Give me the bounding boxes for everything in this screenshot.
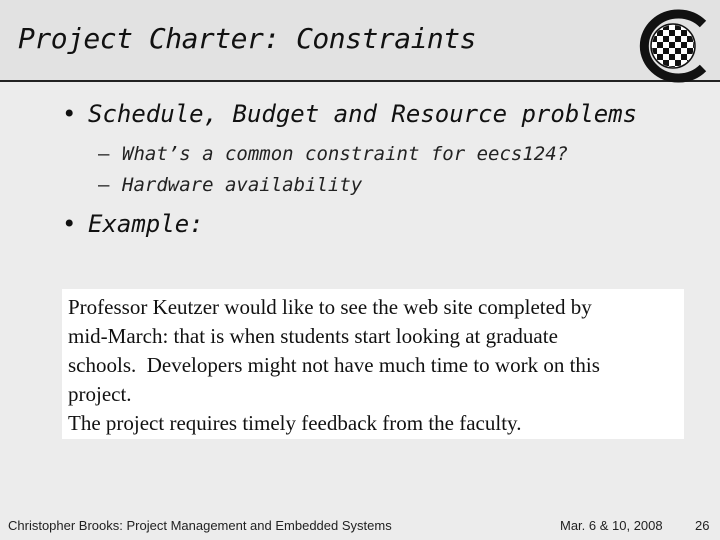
logo-check-square [663, 48, 669, 54]
logo-check-square [669, 54, 675, 60]
title-rule [0, 80, 720, 82]
bullet-dot-icon: • [62, 210, 77, 238]
quote-line: The project requires timely feedback from the faculty. [68, 411, 522, 435]
logo-check-square [669, 30, 675, 36]
bullet-constraints [62, 100, 637, 128]
subitem-common-constraint [98, 143, 568, 165]
subitem-text: What’s a common constraint for eecs124? [122, 143, 569, 165]
example-quote-box [62, 289, 684, 439]
slide-title: Project Charter: Constraints [18, 22, 477, 55]
checkered-c-logo-icon [628, 8, 714, 84]
dash-icon: – [98, 174, 110, 196]
quote-line: Professor Keutzer would like to see the web site completed by [68, 295, 592, 319]
logo-check-square [669, 42, 675, 48]
dash-icon: – [98, 143, 110, 165]
logo-check-square [687, 48, 693, 54]
logo-check-square [657, 54, 663, 60]
logo-check-square [675, 48, 681, 54]
logo-check-square [681, 30, 687, 36]
bullet-text: Schedule, Budget and Resource problems [88, 100, 638, 128]
logo-check-square [693, 30, 699, 36]
bullet-dot-icon: • [62, 100, 77, 128]
bullet-text: Example: [88, 210, 204, 238]
bullet-example [62, 210, 204, 238]
footer-date: Mar. 6 & 10, 2008 [560, 518, 663, 533]
logo-check-square [663, 36, 669, 42]
logo-check-square [675, 36, 681, 42]
quote-line: mid-March: that is when students start looking at graduate [68, 324, 558, 348]
logo-check-square [657, 42, 663, 48]
logo-check-square [681, 42, 687, 48]
logo-check-square [681, 54, 687, 60]
subitem-text: Hardware availability [122, 174, 363, 196]
quote-line: project. [68, 382, 132, 406]
quote-line: schools. Developers might not have much time to work on this [68, 353, 600, 377]
subitem-hardware [98, 174, 362, 196]
logo-check-square [675, 60, 681, 66]
footer-author: Christopher Brooks: Project Management and Embedded Systems [8, 518, 392, 533]
footer-page-number: 26 [695, 518, 710, 533]
